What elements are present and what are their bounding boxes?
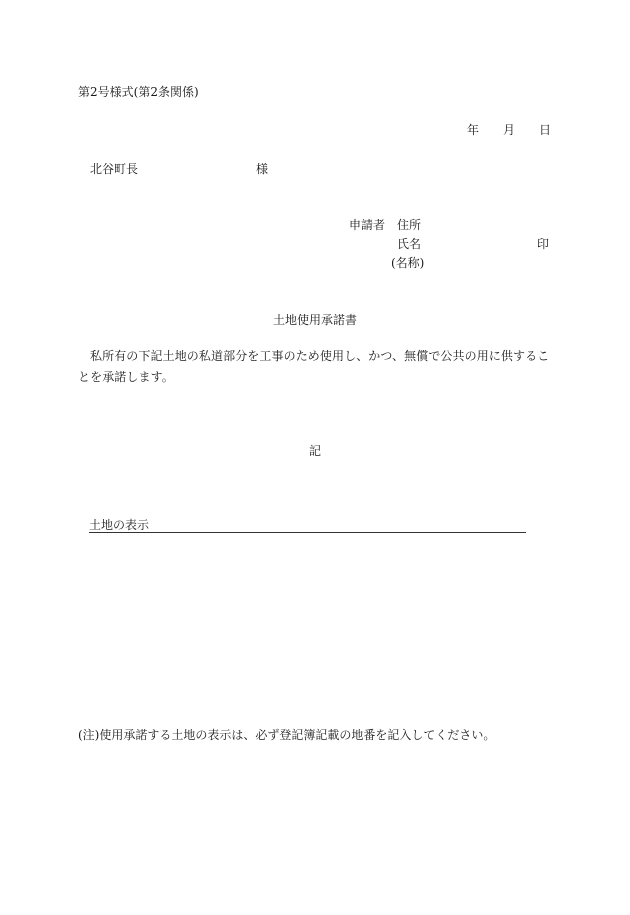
addressee-name: 北谷町長 bbox=[90, 162, 139, 176]
footnote: (注)使用承諾する土地の表示は、必ず登記簿記載の地番を記入してください。 bbox=[78, 728, 496, 742]
document-title: 土地使用承諾書 bbox=[272, 313, 357, 327]
applicant-address-label: 住所 bbox=[397, 218, 422, 232]
form-number: 第2号様式(第2条関係) bbox=[78, 85, 199, 99]
applicant-name-label: 氏名 bbox=[397, 237, 422, 251]
date-day-label: 日 bbox=[539, 123, 552, 137]
body-paragraph: 私所有の下記土地の私道部分を工事のため使用し、かつ、無償で公共の用に供することを承諾します。 bbox=[78, 349, 550, 384]
land-display-label: 土地の表示 bbox=[89, 518, 150, 532]
addressee bbox=[90, 163, 268, 175]
date-year-label: 年 bbox=[467, 123, 480, 137]
record-mark: 記 bbox=[308, 444, 321, 458]
land-display-field bbox=[89, 519, 526, 533]
addressee-honorific: 様 bbox=[256, 162, 269, 176]
applicant-org-name-label: (名称) bbox=[391, 256, 425, 270]
applicant-label: 申請者 bbox=[349, 218, 386, 232]
date-month-label: 月 bbox=[503, 123, 516, 137]
seal-mark-label: 印 bbox=[537, 237, 550, 251]
date-line bbox=[467, 124, 551, 136]
